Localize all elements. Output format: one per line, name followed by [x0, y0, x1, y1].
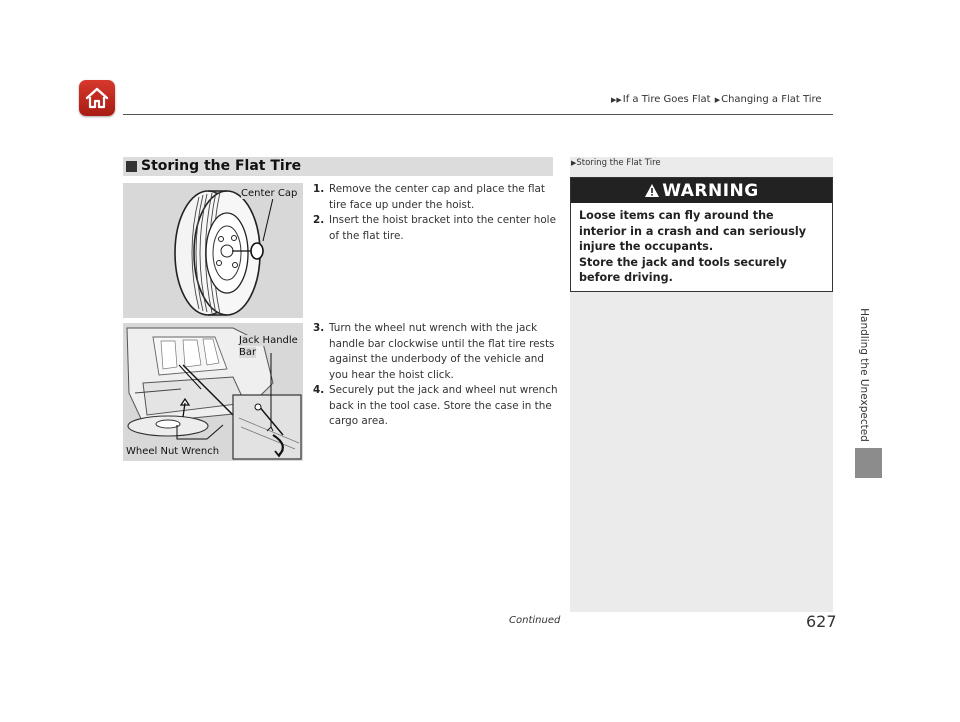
warning-line-1: Loose items can fly around the interior in a crash and can seriously injure the occupants. [579, 209, 807, 253]
callout-jack-handle-bar-line2: Bar [239, 347, 257, 358]
notes-title-text: Storing the Flat Tire [576, 158, 661, 168]
warning-box [570, 177, 833, 292]
warning-header [571, 178, 832, 203]
breadcrumb [610, 94, 822, 105]
home-icon [84, 85, 110, 111]
chapter-tab-marker [855, 448, 882, 478]
step-item [313, 213, 558, 244]
section-title: Storing the Flat Tire [141, 158, 302, 174]
continued-label: Continued [509, 615, 561, 626]
step-text: Remove the center cap and place the flat tire face up under the hoist. [329, 183, 545, 211]
tire-illustration [123, 183, 303, 318]
callout-center-cap: Center Cap [241, 188, 298, 199]
step-text: Insert the hoist bracket into the center hole of the flat tire. [329, 214, 556, 242]
breadcrumb-parent[interactable]: If a Tire Goes Flat [622, 94, 711, 105]
home-button[interactable] [79, 80, 115, 116]
breadcrumb-arrow-icon: ▶ [714, 96, 721, 104]
step-item [313, 182, 558, 213]
step-number: 4. [313, 384, 325, 396]
cargo-illustration [123, 323, 303, 461]
notes-title [571, 158, 661, 168]
step-text: Turn the wheel nut wrench with the jack handle bar clockwise until the flat tire rests against the underbody of the vehicle and you hear the hoist click. [329, 322, 555, 381]
step-number: 1. [313, 183, 325, 195]
header-divider [123, 114, 833, 115]
warning-text [571, 203, 832, 286]
step-number: 2. [313, 214, 325, 226]
breadcrumb-arrow-icon: ▶▶ [611, 96, 622, 104]
callout-wheel-nut-wrench: Wheel Nut Wrench [126, 446, 220, 457]
section-square-icon [126, 161, 137, 172]
steps-group-2 [313, 321, 558, 430]
step-text: Securely put the jack and wheel nut wrench back in the tool case. Store the case in the cargo area. [329, 384, 558, 427]
warning-icon [644, 183, 660, 198]
warning-heading: WARNING [662, 181, 759, 201]
section-heading [123, 157, 553, 176]
chapter-tab-label: Handling the Unexpected [858, 308, 870, 442]
chapter-tab[interactable] [856, 305, 872, 445]
tire-drawing [123, 183, 303, 318]
step-number: 3. [313, 322, 325, 334]
steps-group-1 [313, 182, 558, 244]
step-item [313, 321, 558, 383]
callout-jack-handle-bar-line1: Jack Handle [239, 335, 298, 346]
warning-line-2: Store the jack and tools securely before driving. [579, 255, 787, 284]
page-number: 627 [806, 612, 837, 631]
reference-arrow-icon: ▶ [571, 159, 577, 167]
breadcrumb-current[interactable]: Changing a Flat Tire [721, 94, 822, 105]
step-item [313, 383, 558, 430]
